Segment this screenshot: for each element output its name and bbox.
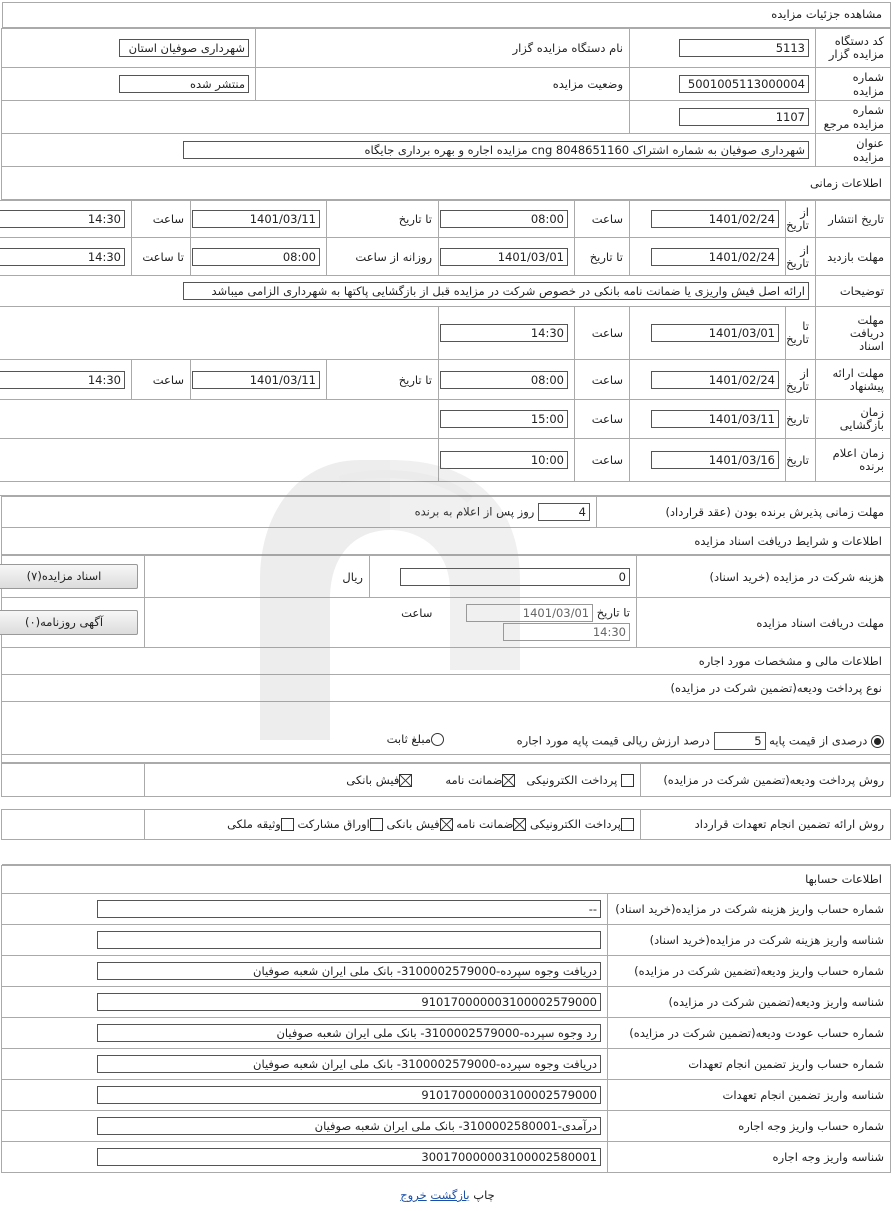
percentage-radio[interactable]	[871, 735, 884, 748]
winner-label: زمان اعلام برنده	[816, 439, 891, 482]
date-label: تاریخ	[786, 439, 816, 482]
title-field: مزایده اجاره و بهره برداری جایگاه cng شهرداری صوفیان به شماره اشتراک 8048651160	[183, 141, 809, 159]
to-date-label: تا تاریخ	[327, 201, 439, 238]
account-value-field: 910170000003100002579000	[97, 993, 601, 1011]
open-time-field: 15:00	[440, 410, 568, 428]
notes-label: توضیحات	[816, 276, 891, 307]
account-label: شناسه واریز تضمین انجام تعهدات	[608, 1079, 891, 1110]
currency-label: ریال	[145, 556, 370, 598]
docs-to-field: 1401/03/01	[651, 324, 779, 342]
fin-section-header: اطلاعات مالی و مشخصات مورد اجاره	[2, 648, 891, 675]
offer-to-time-field: 14:30	[0, 371, 125, 389]
status-field: منتشر شده	[119, 75, 249, 93]
slip-checkbox[interactable]	[399, 774, 412, 787]
epay-checkbox[interactable]	[621, 774, 634, 787]
account-label: شناسه واریز وجه اجاره	[608, 1141, 891, 1172]
docs-date-field: 1401/03/01	[466, 604, 593, 622]
offer-from-time-field: 08:00	[440, 371, 568, 389]
title-label: عنوان مزایده	[816, 134, 891, 167]
account-label: شماره حساب واریز وجه اجاره	[608, 1110, 891, 1141]
to-date-label: تا تاریخ	[327, 360, 439, 400]
page-title: مشاهده جزئیات مزایده	[2, 2, 891, 28]
time-info	[0, 200, 891, 496]
slip-checkbox[interactable]	[440, 818, 453, 831]
publish-from-field: 1401/02/24	[651, 210, 779, 228]
epay-label: پرداخت الکترونیکی	[526, 772, 618, 787]
time-label: ساعت	[401, 605, 433, 620]
account-row	[2, 1048, 891, 1079]
time-label: ساعت	[575, 307, 630, 360]
date-label: تاریخ	[786, 400, 816, 439]
visit-from-field: 1401/02/24	[651, 248, 779, 266]
exit-link[interactable]: خروج	[400, 1188, 427, 1202]
status-label: وضعیت مزایده	[256, 68, 630, 101]
account-value-field: درآمدی-3100002580001- بانک ملی ایران شعبه صوفیان	[97, 1117, 601, 1135]
org-code-field: 5113	[679, 39, 809, 57]
account-row	[2, 893, 891, 924]
account-value-field: 910170000003100002579000	[97, 1086, 601, 1104]
open-date-field: 1401/03/11	[651, 410, 779, 428]
from-date-label: از تاریخ	[786, 360, 816, 400]
org-code-label: کد دستگاه مزایده گزار	[816, 29, 891, 68]
org-name-label: نام دستگاه مزایده گزار	[256, 29, 630, 68]
account-label: شناسه واریز ودیعه(تضمین شرکت در مزایده)	[608, 986, 891, 1017]
account-value-field: 300170000003100002580001	[97, 1148, 601, 1166]
visit-label: مهلت بازدید	[816, 238, 891, 276]
docs-deadline-label: مهلت دریافت اسناد	[816, 307, 891, 360]
property-checkbox[interactable]	[281, 818, 294, 831]
slip-label: فیش بانکی	[346, 772, 400, 787]
percentage-label: درصدی از قیمت پایه	[769, 733, 868, 748]
percentage-suffix: درصد ارزش ریالی قیمت پایه مورد اجاره	[516, 733, 710, 748]
epay-label: پرداخت الکترونیکی	[530, 817, 621, 831]
time-label: ساعت	[575, 400, 630, 439]
account-value-field	[97, 931, 601, 949]
general-info	[1, 28, 891, 200]
account-label: شماره حساب عودت ودیعه(تضمین شرکت در مزایده)	[608, 1017, 891, 1048]
docs-to-time-field: 14:30	[440, 324, 568, 342]
account-label: شماره حساب واریز تضمین انجام تعهدات	[608, 1048, 891, 1079]
guarantee-label: ضمانت نامه	[445, 772, 503, 787]
accounts-section-header: اطلاعات حسابها	[2, 865, 891, 893]
open-label: زمان بازگشایی	[816, 400, 891, 439]
to-date-label: تا تاریخ	[596, 605, 630, 620]
percentage-field: 5	[714, 732, 766, 750]
account-row	[2, 924, 891, 955]
accounts	[1, 865, 891, 1173]
payment-methods	[1, 763, 891, 865]
account-label: شناسه واریز هزینه شرکت در مزایده(خرید اسناد)	[608, 924, 891, 955]
publish-from-time-field: 08:00	[440, 210, 568, 228]
fixed-amount-radio[interactable]	[431, 733, 444, 746]
account-row	[2, 1110, 891, 1141]
account-row	[2, 955, 891, 986]
deposit-type-label: نوع پرداخت ودیعه(تضمین شرکت در مزایده)	[2, 675, 891, 702]
account-row	[2, 1141, 891, 1172]
account-row	[2, 1017, 891, 1048]
offer-label: مهلت ارائه پیشنهاد	[816, 360, 891, 400]
from-date-label: از تاریخ	[786, 201, 816, 238]
epay-checkbox[interactable]	[621, 818, 634, 831]
docs-time-field: 14:30	[503, 623, 630, 641]
accept-deadline	[1, 496, 891, 555]
ref-no-label: شماره مزایده مرجع	[816, 101, 891, 134]
guarantee-checkbox[interactable]	[513, 818, 526, 831]
notes-field: ارائه اصل فیش واریزی یا ضمانت نامه بانکی در خصوص شرکت در مزایده قبل از بازگشایی پاکتها به شهرداری الزامی میباشد	[183, 282, 809, 300]
newspaper-ad-button[interactable]: آگهی روزنامه(۰)	[0, 610, 138, 635]
publish-to-field: 1401/03/11	[192, 210, 320, 228]
auction-details-page	[2, 2, 891, 1173]
account-value-field: رد وجوه سپرده-3100002579000- بانک ملی ایران شعبه صوفیان	[97, 1024, 601, 1042]
slip-label: فیش بانکی	[386, 817, 440, 831]
publish-to-time-field: 14:30	[0, 210, 125, 228]
org-name-field: شهرداری صوفیان استان	[119, 39, 249, 57]
docs-info	[1, 555, 891, 755]
divider	[0, 482, 891, 496]
time-label: ساعت	[575, 439, 630, 482]
docs-deadline-label: مهلت دریافت اسناد مزایده	[637, 598, 891, 648]
offer-from-field: 1401/02/24	[651, 371, 779, 389]
visit-daily-from-field: 08:00	[192, 248, 320, 266]
deposit-method-label: روش پرداخت ودیعه(تضمین شرکت در مزایده)	[641, 763, 891, 796]
property-label: وثیقه ملکی	[227, 817, 281, 831]
time-label: ساعت	[132, 360, 191, 400]
fee-field: 0	[400, 568, 630, 586]
bonds-label: اوراق مشارکت	[297, 817, 370, 831]
account-label: شماره حساب واریز هزینه شرکت در مزایده(خرید اسناد)	[608, 893, 891, 924]
winner-date-field: 1401/03/16	[651, 451, 779, 469]
account-value-field: دریافت وجوه سپرده-3100002579000- بانک ملی ایران شعبه صوفیان	[97, 1055, 601, 1073]
auction-no-field: 5001005113000004	[679, 75, 809, 93]
offer-to-field: 1401/03/11	[192, 371, 320, 389]
account-row	[2, 986, 891, 1017]
back-link[interactable]: بازگشت	[430, 1188, 470, 1202]
from-date-label: از تاریخ	[786, 238, 816, 276]
ref-no-field: 1107	[679, 108, 809, 126]
accept-suffix: روز پس از اعلام به برنده	[414, 504, 535, 519]
auction-docs-button[interactable]: اسناد مزایده(۷)	[0, 564, 138, 589]
account-value-field: --	[97, 900, 601, 918]
time-label: ساعت	[575, 201, 630, 238]
visit-daily-to-field: 14:30	[0, 248, 125, 266]
guarantee-label: ضمانت نامه	[456, 817, 514, 831]
time-section-header: اطلاعات زمانی	[2, 167, 891, 200]
account-value-field: دریافت وجوه سپرده-3100002579000- بانک ملی ایران شعبه صوفیان	[97, 962, 601, 980]
daily-from-label: روزانه از ساعت	[327, 238, 439, 276]
docs-section-header: اطلاعات و شرایط دریافت اسناد مزایده	[2, 528, 891, 555]
auction-no-label: شماره مزایده	[816, 68, 891, 101]
visit-to-field: 1401/03/01	[440, 248, 568, 266]
time-label: ساعت	[132, 201, 191, 238]
to-date-label: تا تاریخ	[786, 307, 816, 360]
footer-links	[0, 1188, 895, 1202]
accept-label: مهلت زمانی پذیرش برنده بودن (عقد قرارداد)	[597, 497, 891, 528]
publish-label: تاریخ انتشار	[816, 201, 891, 238]
account-label: شماره حساب واریز ودیعه(تضمین شرکت در مزایده)	[608, 955, 891, 986]
time-label: ساعت	[575, 360, 630, 400]
to-date-label: تا تاریخ	[575, 238, 630, 276]
account-row	[2, 1079, 891, 1110]
fee-label: هزینه شرکت در مزایده (خرید اسناد)	[637, 556, 891, 598]
accept-days-field: 4	[538, 503, 590, 521]
contract-method-label: روش ارائه تضمین انجام تعهدات قرارداد	[641, 809, 891, 839]
guarantee-checkbox[interactable]	[502, 774, 515, 787]
print-link[interactable]: چاپ	[473, 1188, 495, 1202]
fixed-amount-label: مبلغ ثابت	[386, 732, 431, 746]
to-time-label: تا ساعت	[132, 238, 191, 276]
winner-time-field: 10:00	[440, 451, 568, 469]
bonds-checkbox[interactable]	[370, 818, 383, 831]
